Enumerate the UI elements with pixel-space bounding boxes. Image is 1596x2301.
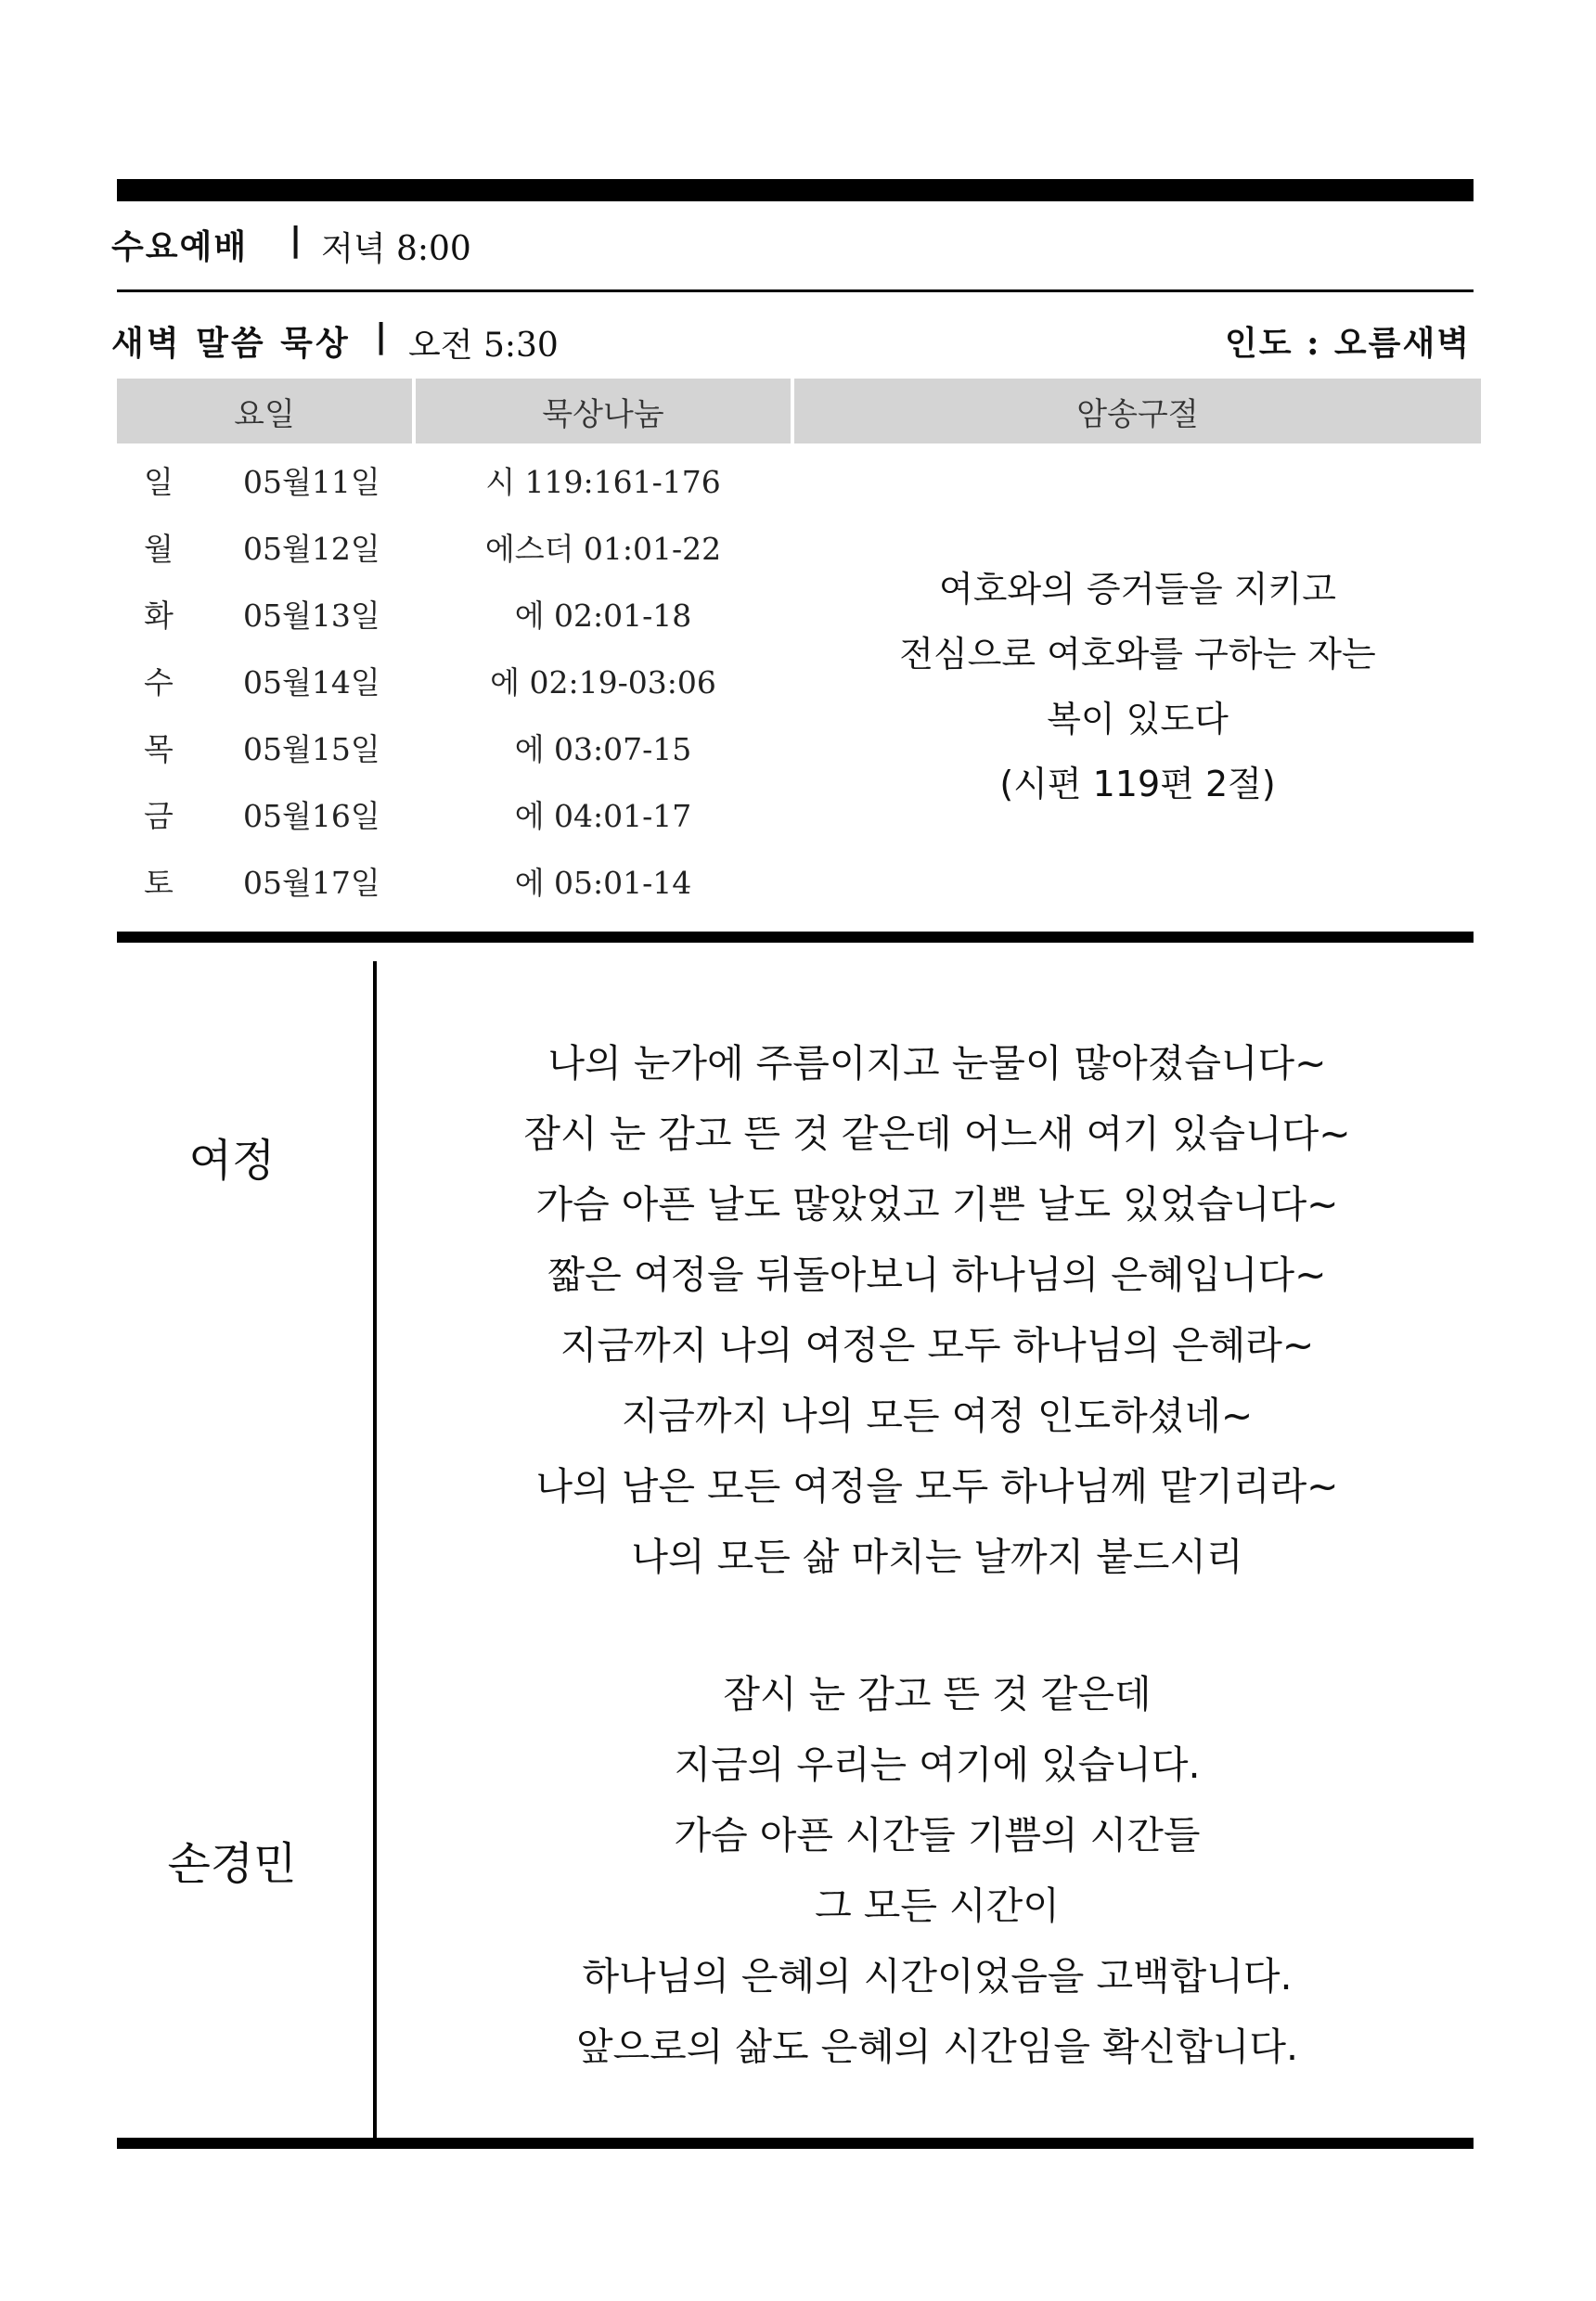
row-date: 05월14일 — [243, 664, 380, 701]
row-reading: 에 03:07-15 — [514, 731, 692, 767]
table-row — [0, 726, 798, 792]
table-row — [0, 859, 798, 926]
row-reading: 에스더 01:01-22 — [484, 531, 722, 567]
row-day: 금 — [144, 798, 174, 834]
memory-verse — [794, 557, 1481, 816]
poem-line: 하나님의 은혜의 시간이었음을 고백합니다. — [582, 1954, 1293, 1999]
poem-line: 가슴 아픈 날도 많았었고 기쁜 날도 있었습니다~ — [535, 1182, 1339, 1227]
row-date: 05월13일 — [243, 598, 380, 634]
poem-title: 여정 — [188, 1135, 276, 1187]
poem-line: 가슴 아픈 시간들 기쁨의 시간들 — [674, 1813, 1201, 1858]
poem-author: 손경민 — [167, 1838, 297, 1890]
verse-line: 전심으로 여호와를 구하는 자는 — [899, 634, 1376, 675]
dawn-meditation-title: 새벽 말씀 묵상 — [111, 324, 351, 363]
wednesday-service-title: 수요예배 — [111, 227, 249, 266]
dawn-separator: | — [375, 317, 388, 355]
row-reading: 에 05:01-14 — [514, 865, 692, 901]
top-thick-rule — [117, 179, 1474, 201]
table-header-day: 요일 — [117, 379, 412, 443]
table-header-reading: 묵상나눔 — [416, 379, 791, 443]
dawn-meditation-time: 오전 5:30 — [408, 327, 559, 365]
poem-line: 지금까지 나의 여정은 모두 하나님의 은혜라~ — [560, 1323, 1315, 1368]
poem-line: 그 모든 시간이 — [815, 1883, 1060, 1928]
verse-reference: (시편 119편 2절) — [999, 764, 1276, 804]
row-date: 05월12일 — [243, 531, 380, 567]
table-row — [0, 792, 798, 859]
poem-stanza-2 — [380, 1659, 1494, 2082]
poem-line: 앞으로의 삶도 은혜의 시간임을 확신합니다. — [575, 2025, 1299, 2069]
row-day: 토 — [144, 865, 174, 901]
row-day: 월 — [144, 531, 174, 567]
wednesday-service-time: 저녁 8:00 — [321, 230, 471, 268]
table-header-verse: 암송구절 — [794, 379, 1481, 443]
wednesday-separator: | — [290, 221, 302, 259]
verse-line: 여호와의 증거들을 지키고 — [939, 569, 1336, 610]
table-row — [0, 525, 798, 592]
poem-line: 지금의 우리는 여기에 있습니다. — [674, 1742, 1201, 1787]
row-day: 일 — [144, 464, 174, 500]
poem-line: 나의 눈가에 주름이지고 눈물이 많아졌습니다~ — [547, 1041, 1327, 1086]
dawn-leader: 인도 : 오름새벽 — [1224, 324, 1471, 363]
row-date: 05월17일 — [243, 865, 380, 901]
row-date: 05월15일 — [243, 731, 380, 767]
bottom-thick-rule — [117, 2138, 1474, 2149]
row-reading: 시 119:161-176 — [485, 464, 721, 500]
poem-vertical-divider — [373, 961, 377, 2149]
row-reading: 에 02:01-18 — [514, 598, 692, 634]
row-reading: 에 04:01-17 — [514, 798, 692, 834]
row-reading: 에 02:19-03:06 — [490, 664, 716, 701]
table-row — [0, 458, 798, 525]
poem-line: 나의 모든 삶 마치는 날까지 붙드시리 — [631, 1535, 1243, 1579]
poem-line: 나의 남은 모든 여정을 모두 하나님께 맡기리라~ — [535, 1464, 1339, 1509]
poem-line: 짧은 여정을 뒤돌아보니 하나님의 은혜입니다~ — [547, 1253, 1327, 1297]
row-day: 수 — [144, 664, 174, 701]
table-bottom-rule — [117, 932, 1474, 943]
wednesday-divider — [117, 289, 1474, 292]
poem-line: 잠시 눈 감고 뜬 것 같은데 — [723, 1672, 1152, 1716]
row-date: 05월16일 — [243, 798, 380, 834]
verse-line: 복이 있도다 — [1047, 699, 1229, 739]
row-day: 화 — [144, 598, 174, 634]
poem-stanza-1 — [380, 1028, 1494, 1592]
row-date: 05월11일 — [243, 464, 380, 500]
table-row — [0, 592, 798, 659]
table-row — [0, 659, 798, 726]
poem-line: 잠시 눈 감고 뜬 것 같은데 어느새 여기 있습니다~ — [523, 1112, 1351, 1156]
poem-line: 지금까지 나의 모든 여정 인도하셨네~ — [621, 1394, 1254, 1438]
row-day: 목 — [144, 731, 174, 767]
